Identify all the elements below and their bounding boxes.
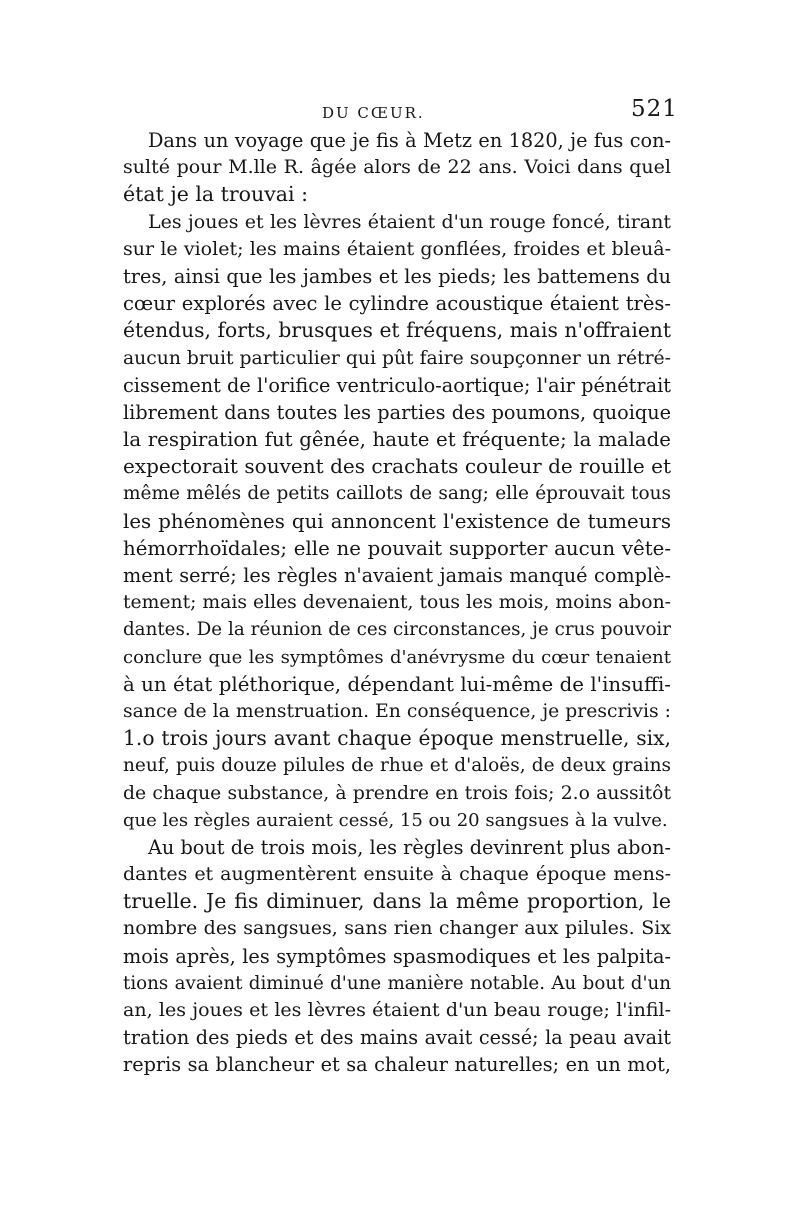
- text-line: tres, ainsi que les jambes et les pieds; les battemens du: [123, 264, 671, 288]
- text-line: à un état pléthorique, dépendant lui-même de l'insuffi-: [123, 672, 671, 696]
- paragraph: [123, 834, 671, 1079]
- text-line: sulté pour M.lle R. âgée alors de 22 ans. Voici dans quel: [123, 156, 671, 179]
- text-line: an, les joues et les lèvres étaient d'un beau rouge; l'infil-: [123, 999, 671, 1021]
- text-line: nombre des sangsues, sans rien changer aux pilules. Six: [123, 917, 671, 940]
- running-title: DU CŒUR.: [322, 104, 425, 122]
- text-line: truelle. Je fis diminuer, dans la même proportion, le: [123, 889, 671, 914]
- text-line: dantes et augmentèrent ensuite à chaque époque mens-: [123, 863, 671, 886]
- page-header: [0, 96, 800, 126]
- text-line: librement dans toutes les parties des poumons, quoique: [123, 400, 671, 424]
- text-line: tration des pieds et des mains avait cessé; la peau avait: [123, 1026, 671, 1050]
- text-line: étendus, forts, brusques et fréquens, mais n'offraient: [123, 318, 671, 343]
- text-line: conclure que les symptômes d'anévrysme du cœur tenaient: [123, 646, 671, 668]
- text-line: sance de la menstruation. En conséquence, je prescrivis :: [123, 700, 671, 722]
- text-line: neuf, puis douze pilules de rhue et d'aloës, de deux grains: [123, 755, 671, 777]
- text-line: 1.o trois jours avant chaque époque menstruelle, six,: [123, 726, 671, 751]
- text-line: mois après, les symptômes spasmodiques et les palpita-: [123, 944, 671, 968]
- text-line: cissement de l'orifice ventriculo-aortique; l'air pénétrait: [123, 373, 671, 397]
- text-line: tions avaient diminué d'une manière notable. Au bout d'un: [123, 972, 671, 994]
- text-line: tement; mais elles devenaient, tous les mois, moins abon-: [123, 592, 671, 614]
- paragraph: [123, 127, 671, 209]
- text-line: expectorait souvent des crachats couleur de rouille et: [123, 454, 671, 479]
- text-line: ment serré; les règles n'avaient jamais manqué complè-: [123, 564, 671, 587]
- text-line: cœur explorés avec le cylindre acoustique étaient très-: [123, 292, 671, 316]
- text-line: de chaque substance, à prendre en trois fois; 2.o aussitôt: [123, 782, 671, 804]
- body-text: [123, 127, 671, 1079]
- text-line: aucun bruit particulier qui pût faire soupçonner un rétré-: [123, 347, 671, 369]
- text-line: hémorrhoïdales; elle ne pouvait supporter aucun vête-: [123, 536, 671, 560]
- text-line: sur le violet; les mains étaient gonflées, froides et bleuâ-: [123, 237, 671, 260]
- text-line: dantes. De la réunion de ces circonstances, je crus pouvoir: [123, 619, 671, 641]
- text-line: les phénomènes qui annoncent l'existence de tumeurs: [123, 509, 671, 533]
- text-line: Au bout de trois mois, les règles devinrent plus abon-: [148, 835, 671, 859]
- paragraph: [123, 209, 671, 834]
- text-line: Les joues et les lèvres étaient d'un rouge foncé, tirant: [148, 210, 671, 233]
- text-line: la respiration fut gênée, haute et fréquente; la malade: [123, 428, 671, 452]
- text-line: Dans un voyage que je fis à Metz en 1820, je fus con-: [148, 129, 671, 152]
- text-line: que les règles auraient cessé, 15 ou 20 sangsues à la vulve.: [123, 809, 668, 831]
- page-number: 521: [631, 96, 678, 122]
- text-line: repris sa blancheur et sa chaleur naturelles; en un mot,: [123, 1053, 671, 1077]
- text-line: état je la trouvai :: [123, 182, 309, 207]
- text-line: même mêlés de petits caillots de sang; elle éprouvait tous: [123, 483, 671, 505]
